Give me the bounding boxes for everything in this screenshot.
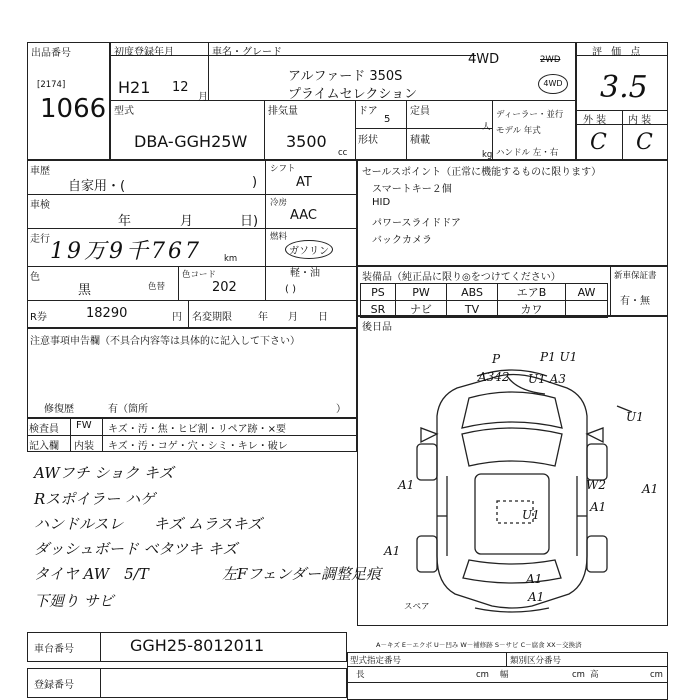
notes-label: 注意事項申告欄（不具合内容等は具体的に記入して下さい） [30, 336, 300, 347]
width-unit: cm [572, 670, 585, 680]
score-label: 評 価 点 [592, 47, 644, 58]
color-value: 黒 [78, 283, 92, 298]
mark-a1-right-front: A1 [642, 482, 659, 496]
equip-sr: SR [361, 301, 396, 318]
recycle-label: R券 [30, 312, 47, 323]
lot-small-number: [2174] [37, 80, 66, 90]
car-diagram [357, 316, 668, 626]
mark-a1-rear-2: A1 [528, 590, 545, 604]
interior-defects: キズ・汚・コゲ・穴・シミ・キレ・破レ [108, 441, 288, 452]
capacity-unit: 人 [482, 122, 491, 132]
equip-airbag: エアB [498, 284, 566, 301]
warranty-label: 新車保証書 [614, 271, 657, 281]
selling-point-2: HID [372, 197, 391, 208]
model-label: 型式 [114, 106, 134, 117]
load-unit: kg [482, 150, 493, 160]
fuel-gasoline: ガソリン [285, 240, 333, 259]
shift-label: シフト [270, 164, 296, 174]
inspection-day: 日) [240, 214, 259, 229]
int-label: 内 装 [628, 115, 652, 126]
history-close: ) [252, 175, 258, 190]
inspection-year: 年 [118, 214, 132, 229]
mark-p1-u1: P1 U1 [540, 350, 578, 364]
note-right: 左Fフェンダー調整足痕 [222, 565, 382, 583]
name-change-date: 年 月 日 [258, 312, 328, 323]
ext-label: 外 装 [583, 115, 607, 126]
displacement-unit: cc [338, 148, 348, 158]
equip-blank [566, 301, 608, 318]
mark-u1-a3: U1 A3 [528, 372, 566, 386]
note-line-2: Rスポイラー ハゲ [34, 490, 156, 508]
model-code: DBA-GGH25W [134, 132, 248, 151]
selling-point-1: スマートキー２個 [372, 184, 452, 195]
mark-a1-rear: A1 [526, 572, 543, 586]
int-grade: C [636, 130, 653, 155]
fuel-other: ( ) [285, 284, 296, 295]
interior-label: 内装 [74, 441, 94, 452]
mark-a1-w2: A1 [590, 500, 607, 514]
note-line-5: タイヤ AW 5/T [34, 565, 149, 583]
height-unit: cm [650, 670, 663, 680]
reg-number-label: 登録番号 [34, 680, 74, 691]
chassis-label: 車台番号 [34, 644, 74, 655]
width-label: 幅 [500, 670, 509, 680]
repair-label: 修復歴 [44, 404, 74, 415]
car-name-label: 車名・グレード [212, 47, 282, 58]
door-label: ドア [358, 106, 378, 117]
color-code-label: 色コード [182, 270, 217, 280]
mileage-label: 走行 [30, 234, 50, 245]
mark-a1-left-rear: A1 [384, 544, 401, 558]
displacement-label: 排気量 [268, 106, 298, 117]
warranty-value: 有・無 [620, 296, 650, 307]
fw-defects: キズ・汚・焦・ヒビ割・リペア跡・×要 [108, 424, 286, 435]
mark-u1-right: U1 [626, 410, 644, 424]
reg-year: H21 [118, 78, 151, 97]
door-count: 5 [384, 114, 391, 125]
capacity-label: 定員 [410, 106, 430, 117]
ac-label: 冷房 [270, 198, 288, 208]
fuel-diesel: 軽・油 [290, 268, 320, 279]
score-value: 3.5 [600, 70, 648, 105]
drive-circle: 4WD [538, 74, 568, 94]
reg-number-box [27, 668, 347, 698]
dealer-label: ディーラー・並行 [496, 110, 564, 120]
mark-a1-left-front: A1 [398, 478, 415, 492]
ext-grade: C [590, 130, 607, 155]
name-change-label: 名変期限 [192, 312, 232, 323]
history-value: 自家用・( [68, 179, 126, 194]
inspector-label-2: 記入欄 [29, 441, 59, 452]
selling-point-3: パワースライドドア [372, 218, 461, 229]
equipment-label: 装備品（純正品に限り◎をつけてください） [362, 272, 561, 283]
equip-aw: AW [566, 284, 608, 301]
mileage-value: 19万9千767 [50, 239, 202, 264]
color-code: 202 [212, 280, 237, 295]
model-year-label: モデル 年式 [496, 126, 541, 136]
note-line-6: 下廻り サビ [34, 592, 114, 610]
inspection-label: 車検 [30, 200, 50, 211]
repair-value: 有（箇所 [108, 404, 148, 415]
recycle-value: 18290 [86, 306, 128, 321]
lot-number: 1066 [40, 94, 107, 124]
note-line-1: AWフチ ショク キズ [34, 464, 174, 482]
damage-legend: A－キズ E－エクボ U－凹み W－補修跡 S－サビ C－腐食 XX－交換済 [376, 641, 582, 649]
inspector-label: 検査員 [29, 424, 59, 435]
note-line-3: ハンドルスレ キズ ムラスキズ [34, 515, 263, 533]
diagram-label: 後日品 [362, 322, 392, 333]
ac-value: AAC [290, 208, 317, 223]
length-label: 長 [356, 670, 365, 680]
fw-label: FW [76, 420, 92, 431]
mark-u1-roof: U1 [522, 508, 540, 522]
load-label: 積載 [410, 135, 430, 146]
handle-label: ハンドル 左・右 [496, 148, 559, 158]
color-change-label: 色替 [148, 282, 166, 292]
recycle-unit: 円 [172, 312, 182, 323]
displacement: 3500 [286, 132, 327, 151]
note-line-4: ダッシュボード ベタツキ キズ [34, 540, 238, 558]
lot-label: 出品番号 [31, 48, 71, 59]
history-label: 車歴 [30, 166, 50, 177]
mileage-unit: km [224, 254, 238, 264]
equip-tv: TV [447, 301, 498, 318]
equipment-table [360, 283, 608, 318]
mark-a342: A342 [478, 370, 510, 384]
equip-ps: PS [361, 284, 396, 301]
selling-points-label: セールスポイント（正常に機能するものに限ります） [362, 167, 602, 178]
equip-leather: カワ [498, 301, 566, 318]
reg-month: 12 [172, 80, 189, 95]
selling-point-4: バックカメラ [372, 235, 432, 246]
shift-value: AT [296, 175, 312, 190]
equip-abs: ABS [447, 284, 498, 301]
length-unit: cm [476, 670, 489, 680]
mark-p: P [492, 352, 501, 366]
type-number-label: 型式指定番号 [350, 656, 402, 666]
class-number-label: 類別区分番号 [510, 656, 562, 666]
spare-key-label: スペア [404, 602, 430, 612]
drive-2wd: 2WD [540, 55, 561, 65]
reg-date-label: 初度登録年月 [114, 47, 174, 58]
reg-month-unit: 月 [198, 92, 208, 103]
equip-pw: PW [395, 284, 446, 301]
height-label: 高 [590, 670, 599, 680]
fuel-label: 燃料 [270, 232, 288, 242]
drive-4wd: 4WD [468, 52, 500, 67]
color-label: 色 [30, 272, 40, 283]
repair-close: ） [336, 404, 346, 415]
inspection-month: 月 [180, 214, 194, 229]
shape-label: 形状 [358, 135, 378, 146]
equip-navi: ナビ [395, 301, 446, 318]
chassis-number: GGH25-8012011 [130, 636, 265, 655]
car-name: アルファード 350S [288, 69, 403, 84]
mark-w2: W2 [586, 478, 606, 492]
car-grade: プライムセレクション [288, 87, 418, 102]
